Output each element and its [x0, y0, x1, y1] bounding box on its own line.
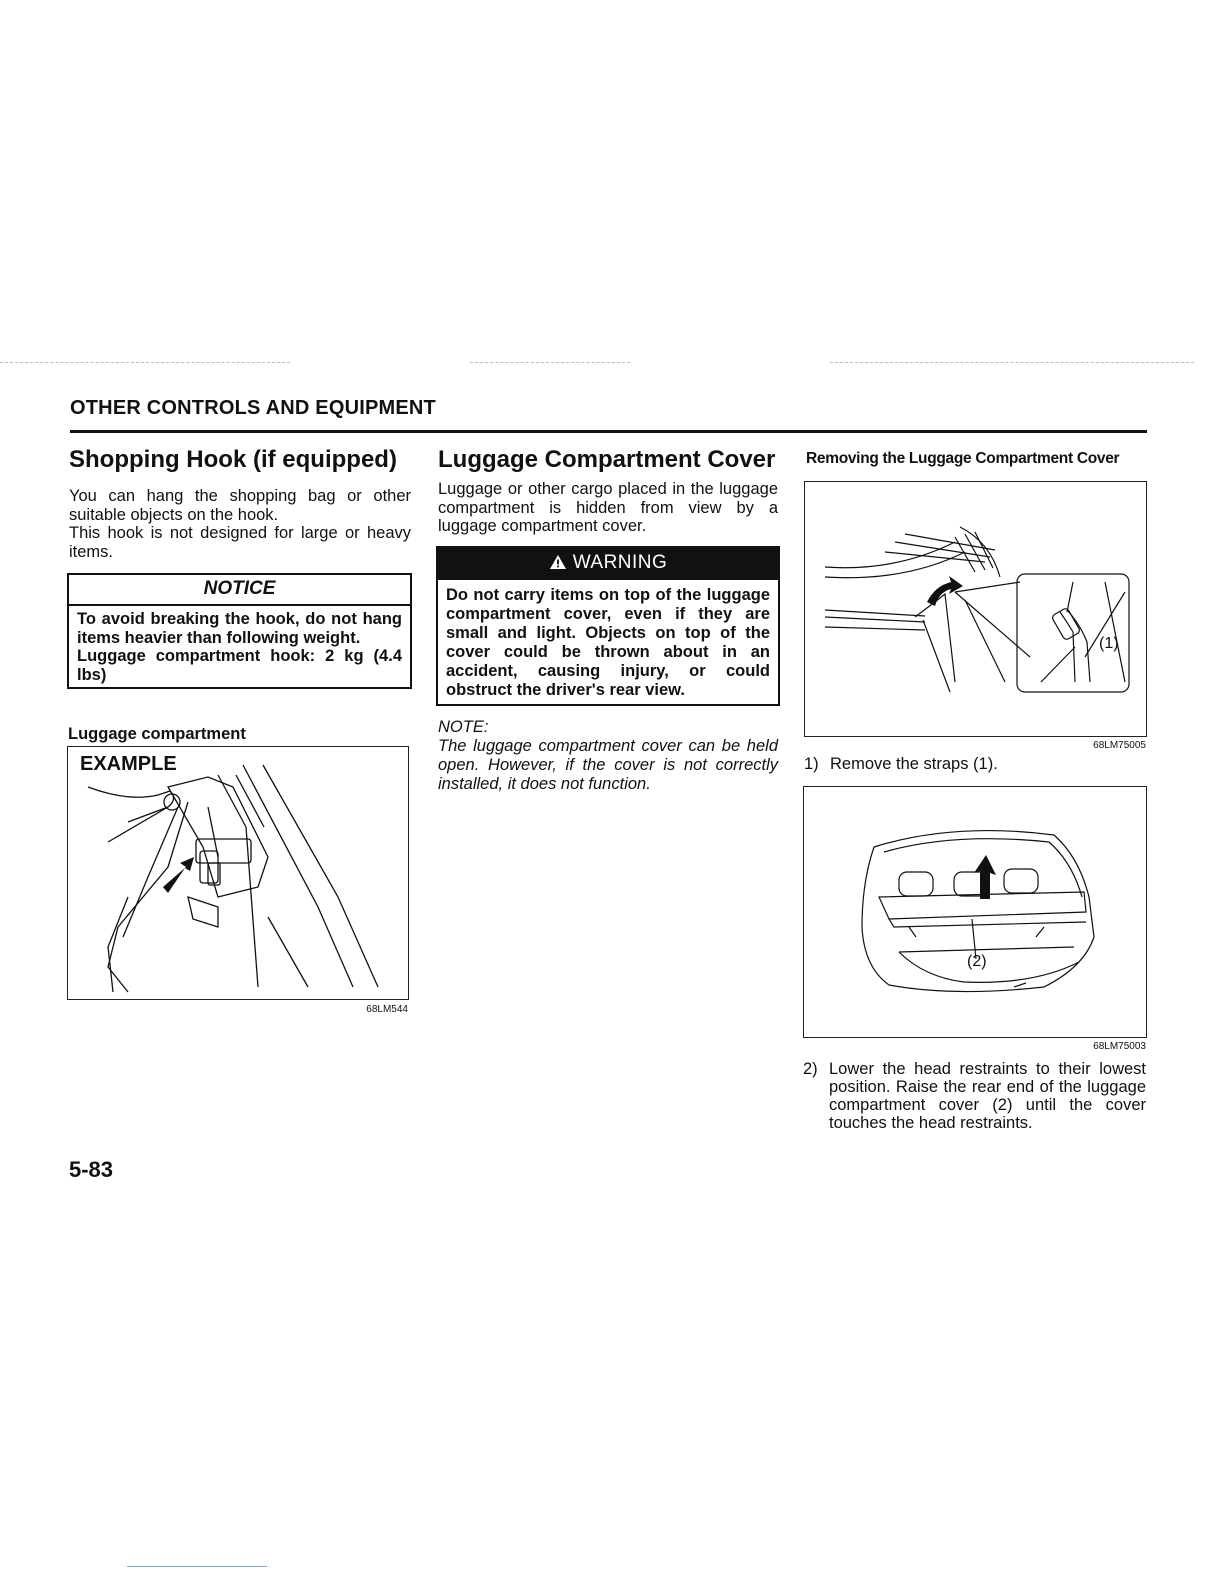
warning-text: Do not carry items on top of the luggage compartment cover, even if they are small and light. Objects on top of the cover could be thrown about in an accident, causing injury, or could obstruct the driver's rear view. — [446, 586, 770, 699]
hook-illustration — [68, 747, 408, 999]
luggage-compartment-caption: Luggage compartment — [68, 725, 246, 743]
header-rule — [70, 430, 1147, 433]
hook-figure — [67, 746, 409, 1000]
example-label: EXAMPLE — [80, 753, 177, 775]
shopping-hook-paragraph-1: You can hang the shopping bag or other suitable objects on the hook. — [69, 487, 411, 524]
note-block — [438, 718, 778, 794]
step-2 — [803, 1060, 1146, 1132]
straps-figure-code: 68LM75005 — [1093, 740, 1146, 751]
notice-heading: NOTICE — [69, 575, 410, 606]
cover-raise-illustration — [804, 787, 1146, 1037]
notice-line-2: Luggage compartment hook: 2 kg (4.4 lbs) — [77, 647, 402, 684]
step-2-text: Lower the head restraints to their lowest position. Raise the rear end of the luggage compartment cover (2) until the cover touches the head restraints. — [829, 1060, 1146, 1132]
luggage-cover-intro: Luggage or other cargo placed in the luggage compartment is hidden from view by a luggage compartment cover. — [438, 480, 778, 535]
cover-raise-figure-code: 68LM75003 — [1093, 1041, 1146, 1052]
step-1-number: 1) — [804, 755, 819, 773]
cover-raise-figure — [803, 786, 1147, 1038]
scan-artifact-line — [470, 362, 630, 363]
straps-illustration — [805, 482, 1146, 736]
shopping-hook-section — [69, 446, 411, 561]
hook-figure-code: 68LM544 — [366, 1004, 408, 1015]
shopping-hook-body — [69, 487, 411, 561]
warning-icon — [549, 554, 567, 570]
luggage-cover-title: Luggage Compartment Cover — [438, 446, 776, 473]
warning-box — [436, 546, 780, 706]
notice-box — [67, 573, 412, 689]
step-2-number: 2) — [803, 1060, 818, 1078]
step-1-text: Remove the straps (1). — [830, 755, 998, 773]
warning-heading — [438, 548, 778, 580]
shopping-hook-paragraph-2: This hook is not designed for large or heavy items. — [69, 524, 411, 561]
callout-1: (1) — [1099, 635, 1119, 652]
note-label: NOTE: — [438, 718, 489, 736]
callout-2: (2) — [967, 953, 987, 970]
luggage-cover-section — [438, 446, 778, 536]
section-header: OTHER CONTROLS AND EQUIPMENT — [70, 397, 436, 419]
removing-cover-title: Removing the Luggage Compartment Cover — [806, 450, 1120, 467]
notice-body — [69, 606, 410, 687]
scan-artifact-line — [127, 1566, 267, 1567]
shopping-hook-title: Shopping Hook (if equipped) — [69, 446, 397, 473]
scan-artifact-line — [830, 362, 1194, 363]
page-number: 5-83 — [69, 1157, 114, 1182]
note-text: The luggage compartment cover can be held open. However, if the cover is not correctly installed, it does not function. — [438, 737, 778, 793]
straps-figure — [804, 481, 1147, 737]
scan-artifact-line — [0, 362, 290, 363]
step-1 — [804, 755, 1146, 773]
warning-heading-text: WARNING — [572, 552, 668, 573]
notice-line-1: To avoid breaking the hook, do not hang items heavier than following weight. — [77, 610, 402, 647]
